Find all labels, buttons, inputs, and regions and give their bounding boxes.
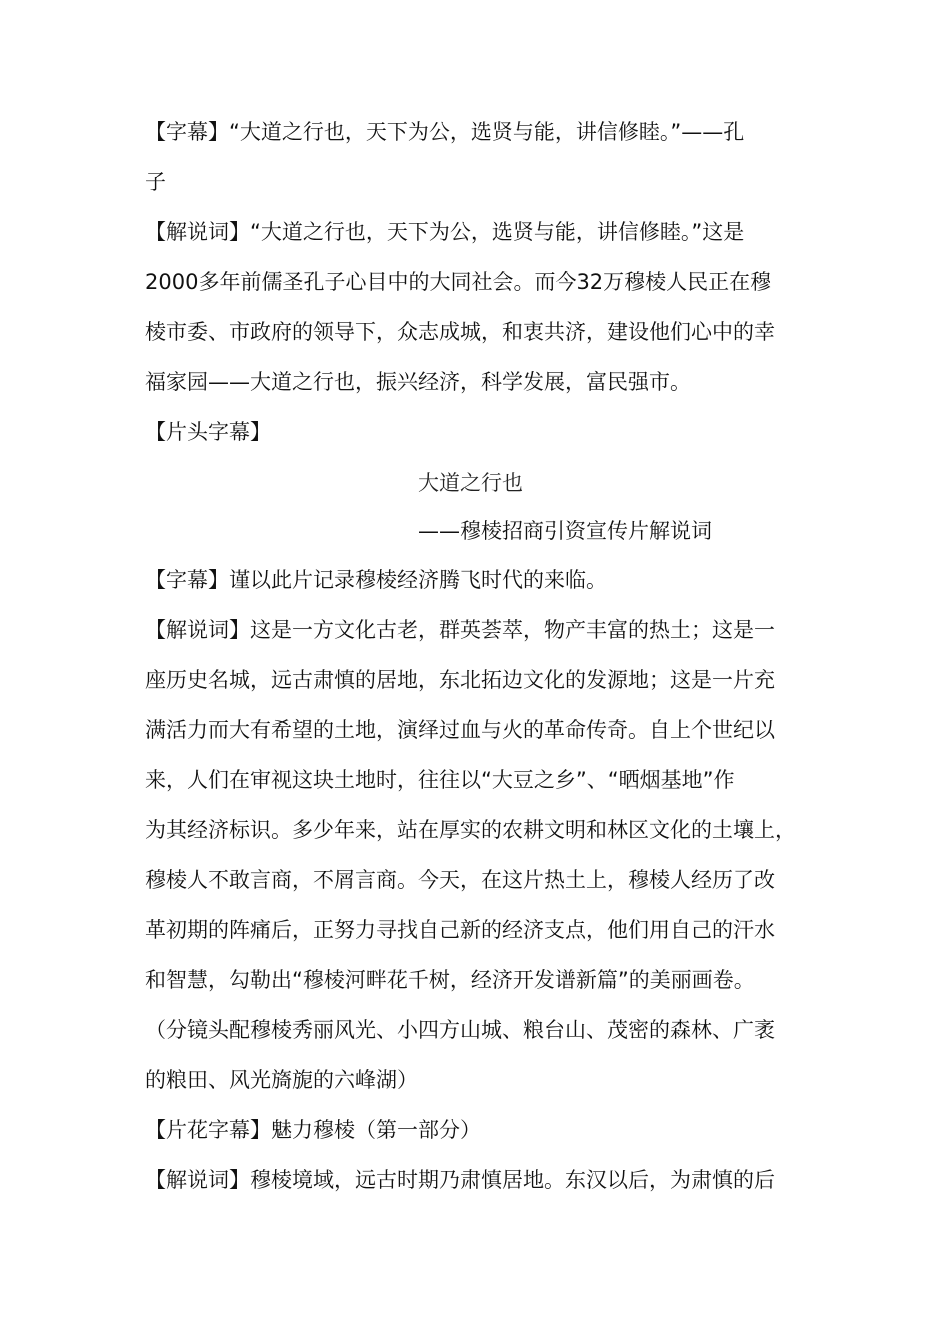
text-line: （分镜头配穆棱秀丽风光、小四方山城、粮台山、茂密的森林、广袤 — [145, 1018, 775, 1042]
text-line: 座历史名城，远古肃慎的居地，东北拓边文化的发源地；这是一片充 — [145, 668, 775, 692]
text-line: 穆棱人不敢言商，不屑言商。今天，在这片热土上，穆棱人经历了改 — [145, 868, 775, 892]
text-line: 革初期的阵痛后，正努力寻找自己新的经济支点，他们用自己的汗水 — [145, 918, 775, 942]
text-line: 和智慧，勾勒出“穆棱河畔花千树，经济开发谱新篇”的美丽画卷。 — [145, 968, 755, 992]
section-heading: 【片花字幕】魅力穆棱（第一部分） — [145, 1118, 481, 1142]
text-line: 为其经济标识。多少年来，站在厚实的农耕文明和林区文化的土壤上， — [145, 818, 796, 842]
text-line: 来，人们在审视这块土地时，往往以“大豆之乡”、“晒烟基地”作 — [145, 768, 735, 792]
text-line: 棱市委、市政府的领导下，众志成城，和衷共济，建设他们心中的幸 — [145, 320, 775, 344]
text-line: 子 — [145, 170, 166, 194]
text-line: 【解说词】“大道之行也，天下为公，选贤与能，讲信修睦。”这是 — [145, 220, 745, 244]
text-line: 【字幕】“大道之行也，天下为公，选贤与能，讲信修睦。”——孔 — [145, 120, 745, 144]
text-line: 【解说词】这是一方文化古老，群英荟萃，物产丰富的热土；这是一 — [145, 618, 775, 642]
document-subtitle: ——穆棱招商引资宣传片解说词 — [418, 519, 712, 543]
text-line: 满活力而大有希望的土地，演绎过血与火的革命传奇。自上个世纪以 — [145, 718, 775, 742]
text-line: 的粮田、风光旖旎的六峰湖） — [145, 1068, 418, 1092]
text-line: 【解说词】穆棱境域，远古时期乃肃慎居地。东汉以后，为肃慎的后 — [145, 1168, 775, 1192]
text-line: 2000多年前儒圣孔子心目中的大同社会。而今32万穆棱人民正在穆 — [145, 270, 772, 294]
text-line: 福家园——大道之行也，振兴经济，科学发展，富民强市。 — [145, 370, 691, 394]
text-line: 【字幕】谨以此片记录穆棱经济腾飞时代的来临。 — [145, 568, 607, 592]
section-heading: 【片头字幕】 — [145, 420, 271, 444]
document-title: 大道之行也 — [418, 471, 523, 495]
